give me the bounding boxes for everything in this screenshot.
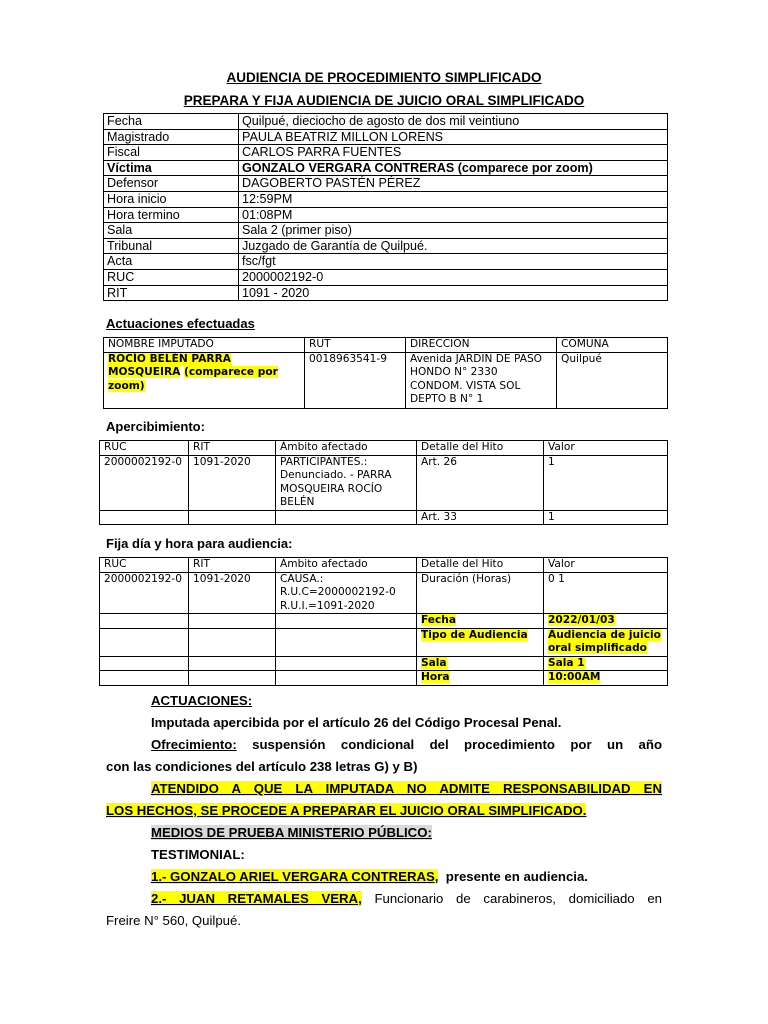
table-row [100, 628, 668, 656]
info-row [104, 238, 668, 254]
info-value: PAULA BEATRIZ MILLON LORENS [239, 129, 668, 145]
info-label: Fecha [104, 114, 239, 130]
info-label: RIT [104, 285, 239, 301]
info-label: Defensor [104, 176, 239, 192]
table-cell: 1 [544, 455, 668, 510]
imputado-name-cell [104, 352, 305, 408]
document-subtitle: PREPARA Y FIJA AUDIENCIA DE JUICIO ORAL SIMPLIFICADO [183, 93, 585, 108]
table-cell: CAUSA.: R.U.C=2000002192-0 R.U.I.=1091-2020 [276, 572, 417, 614]
table-header: RIT [189, 558, 276, 573]
table-cell: 0 1 [544, 572, 668, 614]
info-value: 01:08PM [239, 207, 668, 223]
imputado-rut: 0018963541-9 [305, 352, 406, 408]
imputado-name: ROCÍO BELÉN PARRA MOSQUEIRA [108, 352, 231, 378]
info-row [104, 269, 668, 285]
table-cell [544, 671, 668, 686]
table-row [100, 455, 668, 510]
info-value: CARLOS PARRA FUENTES [239, 145, 668, 161]
table-cell: 1091-2020 [189, 455, 276, 510]
info-row [104, 176, 668, 192]
table-cell [544, 614, 668, 629]
table-cell [100, 510, 189, 525]
table-cell [276, 510, 417, 525]
table-cell [417, 628, 544, 656]
info-value: Quilpué, dieciocho de agosto de dos mil veintiuno [239, 114, 668, 130]
hito-label: Tipo de Audiencia [421, 628, 528, 641]
table-cell: 1091-2020 [189, 572, 276, 614]
info-label: Víctima [104, 160, 239, 176]
info-label: Hora termino [104, 207, 239, 223]
table-cell [189, 510, 276, 525]
table-header: DIRECCION [406, 338, 557, 353]
atendido-line2: LOS HECHOS, SE PROCEDE A PREPARAR EL JUICIO ORAL SIMPLIFICADO. [106, 803, 587, 818]
table-header: RUC [100, 441, 189, 456]
table-row [100, 656, 668, 671]
info-label: Hora inicio [104, 191, 239, 207]
apercibimiento-table [99, 440, 668, 525]
info-row [104, 285, 668, 301]
imputado-table [103, 337, 668, 409]
info-value: 2000002192-0 [239, 269, 668, 285]
info-row [104, 191, 668, 207]
info-row [104, 223, 668, 239]
imputada-paragraph: Imputada apercibida por el artículo 26 del Código Procesal Penal. [151, 715, 562, 730]
table-header: NOMBRE IMPUTADO [104, 338, 305, 353]
hearing-info-table [103, 113, 668, 301]
table-cell: 2000002192-0 [100, 455, 189, 510]
hito-value: 2022/01/03 [548, 614, 615, 626]
hito-value: Audiencia de juicio oral simplificado [548, 628, 661, 654]
testigo-2-line1: 2.- JUAN RETAMALES VERA, Funcionario de carabineros, domiciliado en [151, 891, 662, 906]
table-cell: Art. 26 [417, 455, 544, 510]
info-label: Magistrado [104, 129, 239, 145]
imputado-comuna: Quilpué [557, 352, 668, 408]
info-label: Sala [104, 223, 239, 239]
info-value: 1091 - 2020 [239, 285, 668, 301]
hito-value: 10:00AM [548, 671, 601, 683]
actuaciones-title: ACTUACIONES: [151, 693, 253, 708]
actuaciones-heading: Actuaciones efectuadas [106, 316, 255, 331]
table-cell [417, 671, 544, 686]
table-header: Valor [544, 558, 668, 573]
testimonial-heading: TESTIMONIAL: [151, 847, 245, 862]
table-row [104, 352, 668, 408]
table-row [100, 572, 668, 614]
table-cell [544, 656, 668, 671]
testigo-2-line2: Freire N° 560, Quilpué. [106, 913, 242, 928]
table-header: Valor [544, 441, 668, 456]
table-header-row [100, 441, 668, 456]
table-header-row [104, 338, 668, 353]
info-row [104, 254, 668, 270]
info-value: Juzgado de Garantía de Quilpué. [239, 238, 668, 254]
hito-value: Sala 1 [548, 656, 585, 669]
table-cell [417, 614, 544, 629]
atendido-line1: ATENDIDO A QUE LA IMPUTADA NO ADMITE RESPONSABILIDAD EN [151, 781, 662, 796]
table-cell: PARTICIPANTES.: Denunciado. - PARRA MOSQUEIRA ROCÍO BELÉN [276, 455, 417, 510]
table-row [100, 510, 668, 525]
info-row [104, 114, 668, 130]
table-cell [417, 656, 544, 671]
info-row [104, 160, 668, 176]
fija-audiencia-table [99, 557, 668, 686]
apercibimiento-heading: Apercibimiento: [106, 419, 205, 434]
hito-label: Sala [421, 656, 447, 669]
info-value: DAGOBERTO PASTÉN PÉREZ [239, 176, 668, 192]
medios-heading: MEDIOS DE PRUEBA MINISTERIO PÚBLICO: [151, 825, 432, 840]
table-header: COMUNA [557, 338, 668, 353]
info-row [104, 129, 668, 145]
table-header: Detalle del Hito [417, 441, 544, 456]
table-header: Ámbito afectado [276, 441, 417, 456]
testigo-1: 1.- GONZALO ARIEL VERGARA CONTRERAS, presente en audiencia. [151, 869, 588, 884]
info-label: Fiscal [104, 145, 239, 161]
table-header: RIT [189, 441, 276, 456]
hito-label: Fecha [421, 614, 456, 626]
info-label: Acta [104, 254, 239, 270]
ofrecimiento-line2: con las condiciones del artículo 238 letras G) y B) [106, 759, 418, 774]
table-header: Ámbito afectado [276, 558, 417, 573]
table-header-row [100, 558, 668, 573]
imputado-direccion: Avenida JARDIN DE PASO HONDO N° 2330 CONDOM. VISTA SOL DEPTO B N° 1 [406, 352, 557, 408]
table-row [100, 671, 668, 686]
info-label: RUC [104, 269, 239, 285]
table-cell: Art. 33 [417, 510, 544, 525]
info-value: GONZALO VERGARA CONTRERAS (comparece por zoom) [239, 160, 668, 176]
imputado-zoom-note: (comparece por zoom) [108, 366, 278, 392]
table-header: RUC [100, 558, 189, 573]
info-label: Tribunal [104, 238, 239, 254]
hito-label: Hora [421, 671, 450, 683]
info-row [104, 145, 668, 161]
table-row [100, 614, 668, 629]
table-header: RUT [305, 338, 406, 353]
info-value: 12:59PM [239, 191, 668, 207]
info-value: Sala 2 (primer piso) [239, 223, 668, 239]
table-header: Detalle del Hito [417, 558, 544, 573]
table-cell: Duración (Horas) [417, 572, 544, 614]
table-cell [544, 628, 668, 656]
ofrecimiento-line1: Ofrecimiento: suspensión condicional del procedimiento por un año [151, 737, 662, 752]
document-title: AUDIENCIA DE PROCEDIMIENTO SIMPLIFICADO [226, 70, 542, 85]
info-row [104, 207, 668, 223]
table-cell: 2000002192-0 [100, 572, 189, 614]
table-cell: 1 [544, 510, 668, 525]
fija-heading: Fija día y hora para audiencia: [106, 536, 293, 551]
info-value: fsc/fgt [239, 254, 668, 270]
